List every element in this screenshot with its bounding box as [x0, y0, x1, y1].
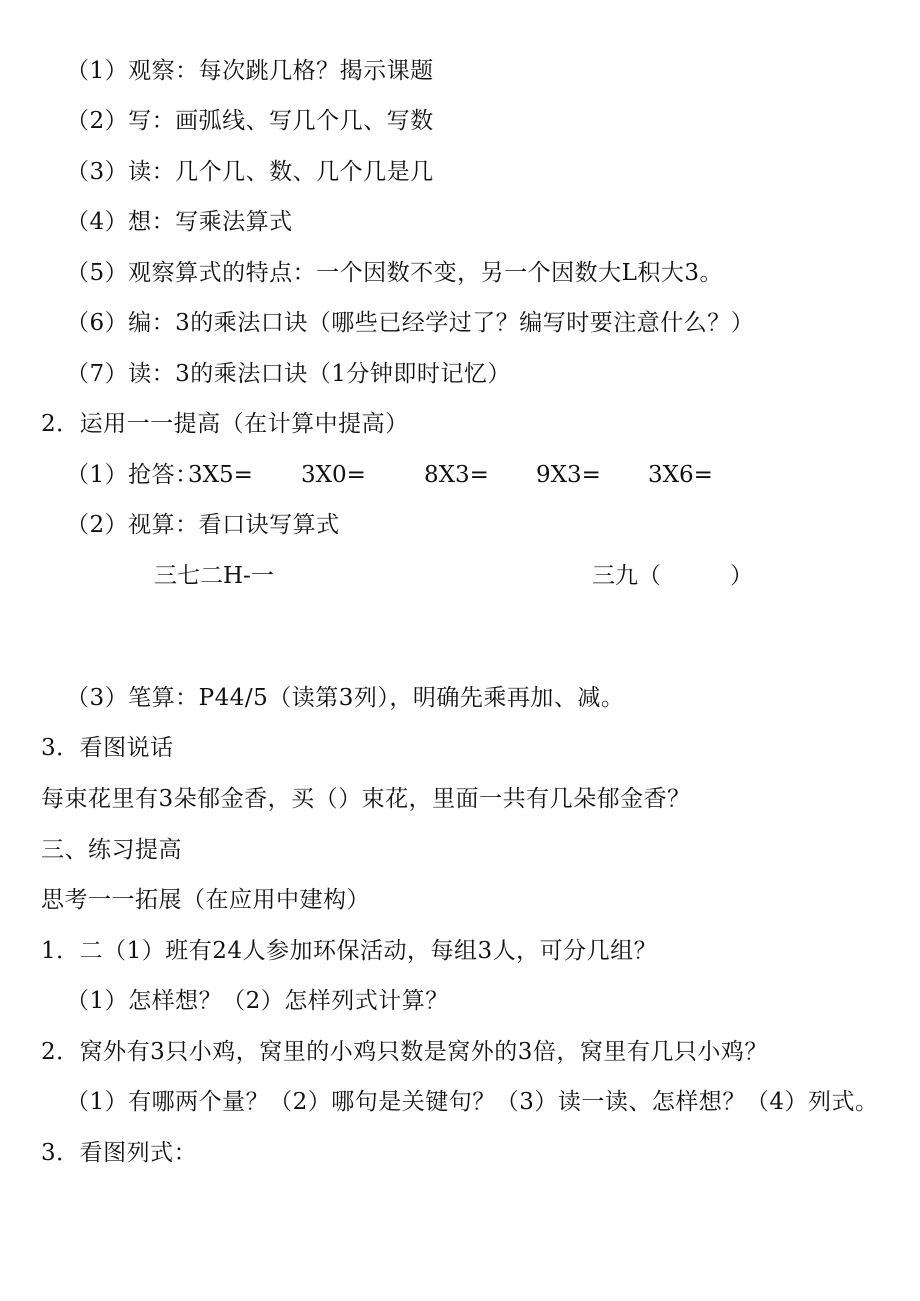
part3-subheading: 思考一一拓展（在应用中建构） — [41, 887, 370, 913]
question-3: 3．看图列式： — [41, 1140, 198, 1166]
visual-calc-right: 三九（ ） — [592, 563, 753, 589]
question-2-sub: （1）有哪两个量？（2）哪句是关键句？（3）读一读、怎样想？（4）列式。 — [66, 1089, 879, 1115]
question-1-sub: （1）怎样想？（2）怎样列式计算？ — [66, 988, 449, 1014]
picture-talk-text: 每束花里有3朵郁金香，买（）束花，里面一共有几朵郁金香？ — [41, 786, 691, 812]
quick-item-5: 3X6= — [648, 462, 713, 488]
part3-heading: 三、练习提高 — [41, 837, 182, 863]
quick-item-3: 8X3= — [424, 462, 489, 488]
question-2: 2．窝外有3只小鸡，窝里的小鸡只数是窝外的3倍，窝里有几只小鸡？ — [41, 1039, 768, 1065]
question-1: 1．二（1）班有24人参加环保活动，每组3人，可分几组？ — [41, 938, 658, 964]
section2-heading: 2．运用一一提高（在计算中提高） — [41, 411, 409, 437]
visual-calc-left: 三七二H-一 — [154, 563, 274, 589]
step-think: （4）想：写乘法算式 — [66, 209, 293, 235]
quick-item-4: 9X3= — [536, 462, 601, 488]
written-calc: （3）笔算：P44/5（读第3列），明确先乘再加、减。 — [66, 685, 625, 711]
step-write: （2）写：画弧线、写几个几、写数 — [66, 108, 434, 134]
quick-item-1: 3X5= — [188, 462, 253, 488]
step-observe: （1）观察：每次跳几格？揭示课题 — [66, 58, 434, 84]
visual-calc-label: （2）视算：看口诀写算式 — [66, 512, 340, 538]
step-features: （5）观察算式的特点：一个因数不变，另一个因数大L积大3。 — [66, 260, 724, 286]
quick-item-2: 3X0= — [301, 462, 366, 488]
step-read: （3）读：几个几、数、几个几是几 — [66, 159, 434, 185]
section3-heading: 3．看图说话 — [41, 735, 174, 761]
quick-answer-label: （1）抢答： — [66, 462, 199, 488]
step-compose: （6）编：3的乘法口诀（哪些已经学过了？编写时要注意什么？） — [66, 310, 755, 336]
step-recite: （7）读：3的乘法口诀（1分钟即时记忆） — [66, 361, 511, 387]
